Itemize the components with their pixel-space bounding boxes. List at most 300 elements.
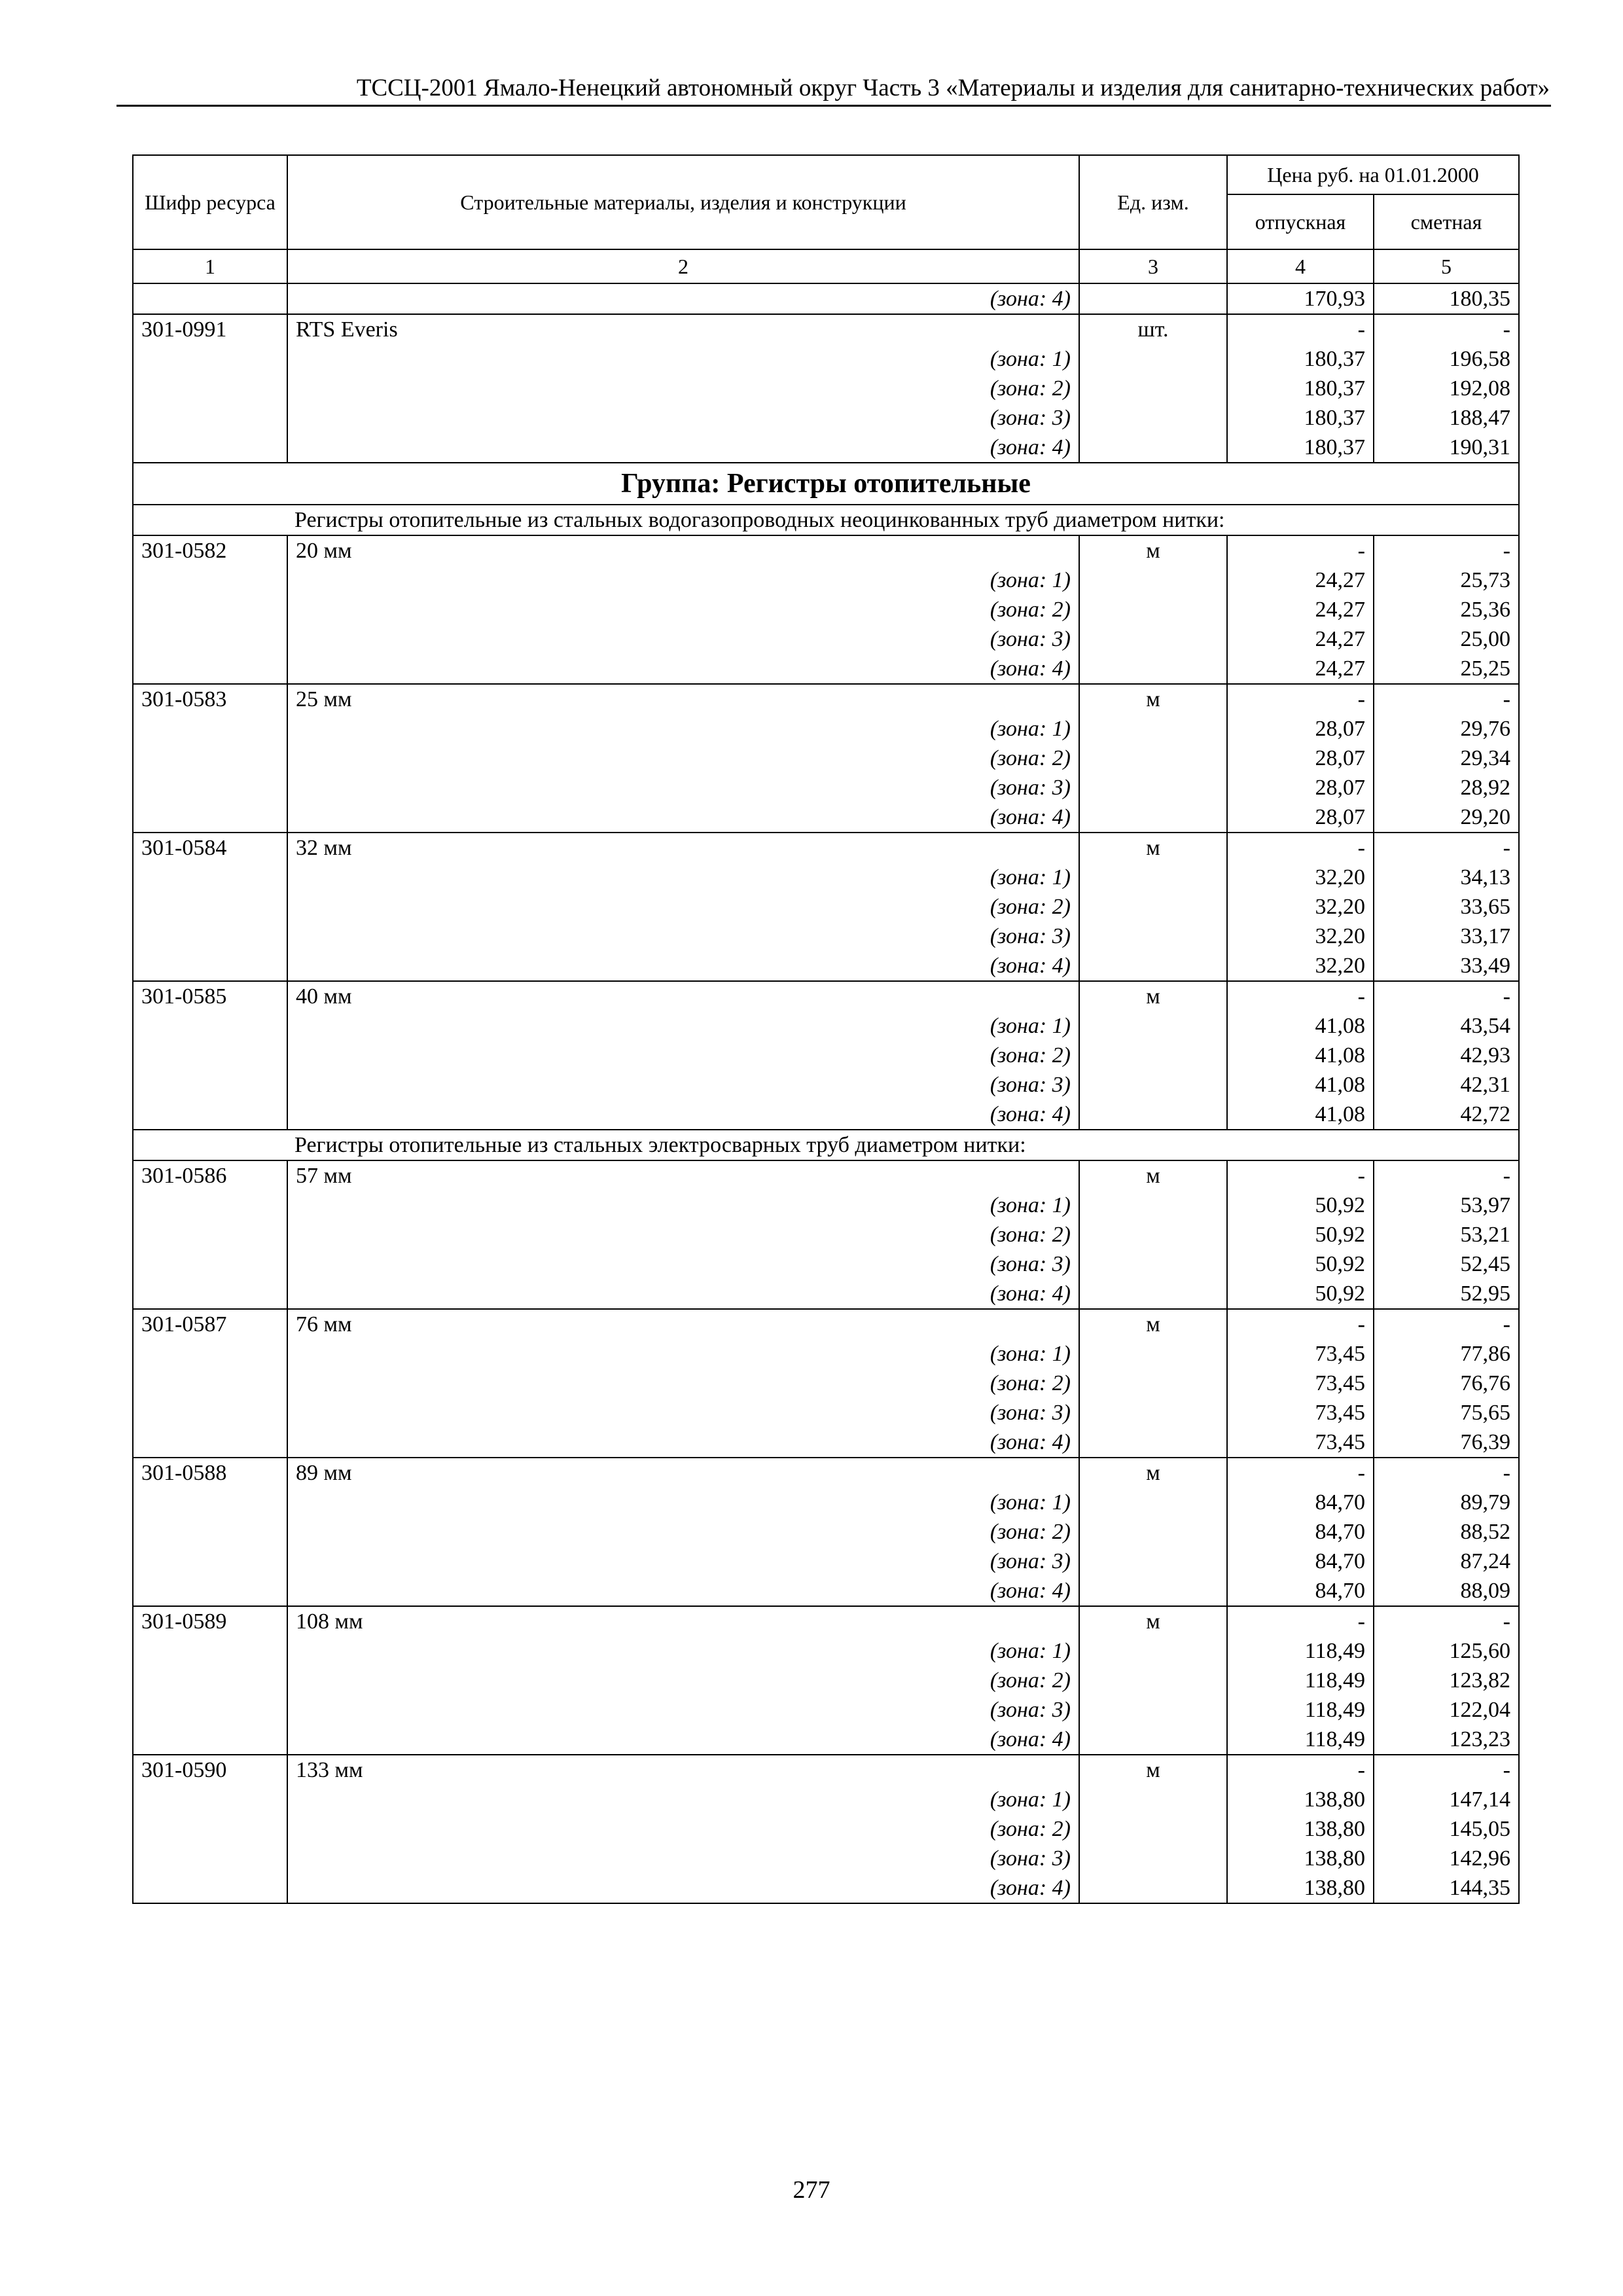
zone-label: (зона: 1) <box>287 1191 1079 1220</box>
unit-of-measure: м <box>1079 1755 1227 1785</box>
estimate-price: 190,31 <box>1374 433 1519 463</box>
release-price: 50,92 <box>1227 1220 1374 1249</box>
zone-row <box>133 1636 1519 1666</box>
estimate-price: 53,21 <box>1374 1220 1519 1249</box>
unit-of-measure: м <box>1079 1606 1227 1636</box>
unit-cell <box>1079 1488 1227 1517</box>
resource-code-cell <box>133 1814 287 1844</box>
zone-row <box>133 1191 1519 1220</box>
unit-of-measure: м <box>1079 833 1227 863</box>
unit-cell <box>1079 1279 1227 1309</box>
estimate-price: 29,76 <box>1374 714 1519 744</box>
zone-row <box>133 1576 1519 1606</box>
zone-row <box>133 433 1519 463</box>
zone-label: (зона: 2) <box>287 374 1079 403</box>
zone-row <box>133 714 1519 744</box>
estimate-price: 52,95 <box>1374 1279 1519 1309</box>
col-number: 4 <box>1227 249 1374 283</box>
estimate-price: - <box>1374 1309 1519 1339</box>
page-number: 277 <box>793 2176 830 2204</box>
unit-cell <box>1079 1220 1227 1249</box>
release-price: - <box>1227 981 1374 1011</box>
zone-label: (зона: 1) <box>287 863 1079 892</box>
resource-code-cell <box>133 1100 287 1130</box>
zone-row <box>133 744 1519 773</box>
zone-label: (зона: 3) <box>287 1249 1079 1279</box>
resource-code-cell <box>133 1488 287 1517</box>
unit-cell <box>1079 951 1227 981</box>
unit-cell <box>1079 1785 1227 1814</box>
zone-row <box>133 1547 1519 1576</box>
zone-label: (зона: 2) <box>287 1041 1079 1070</box>
estimate-price: - <box>1374 833 1519 863</box>
release-price: 138,80 <box>1227 1785 1374 1814</box>
table-row <box>133 314 1519 344</box>
release-price: 73,45 <box>1227 1427 1374 1458</box>
unit-cell <box>1079 283 1227 314</box>
zone-row <box>133 1666 1519 1695</box>
material-name: 32 мм <box>287 833 1079 863</box>
zone-row <box>133 1339 1519 1369</box>
material-name: RTS Everis <box>287 314 1079 344</box>
release-price: 32,20 <box>1227 863 1374 892</box>
resource-code-cell <box>133 1398 287 1427</box>
unit-cell <box>1079 802 1227 833</box>
release-price: 118,49 <box>1227 1636 1374 1666</box>
release-price: 180,37 <box>1227 403 1374 433</box>
zone-label: (зона: 2) <box>287 1517 1079 1547</box>
release-price: 180,37 <box>1227 344 1374 374</box>
release-price: 41,08 <box>1227 1011 1374 1041</box>
zone-row <box>133 773 1519 802</box>
zone-label: (зона: 2) <box>287 1369 1079 1398</box>
resource-code: 301-0582 <box>133 535 287 565</box>
zone-label: (зона: 4) <box>287 1100 1079 1130</box>
material-name: 20 мм <box>287 535 1079 565</box>
table-header <box>133 155 1519 283</box>
zone-label: (зона: 2) <box>287 1220 1079 1249</box>
zone-label: (зона: 4) <box>287 1427 1079 1458</box>
unit-cell <box>1079 714 1227 744</box>
zone-row <box>133 1725 1519 1755</box>
unit-of-measure: м <box>1079 535 1227 565</box>
zone-label: (зона: 4) <box>287 1725 1079 1755</box>
estimate-price: 196,58 <box>1374 344 1519 374</box>
estimate-price: 89,79 <box>1374 1488 1519 1517</box>
estimate-price: 77,86 <box>1374 1339 1519 1369</box>
resource-code-cell <box>133 951 287 981</box>
zone-label: (зона: 2) <box>287 1814 1079 1844</box>
zone-label: (зона: 3) <box>287 773 1079 802</box>
resource-code-cell <box>133 1517 287 1547</box>
unit-cell <box>1079 1666 1227 1695</box>
estimate-price: 33,17 <box>1374 922 1519 951</box>
zone-label: (зона: 3) <box>287 403 1079 433</box>
table-row <box>133 1309 1519 1339</box>
resource-code-cell <box>133 863 287 892</box>
unit-cell <box>1079 1249 1227 1279</box>
zone-label: (зона: 4) <box>287 802 1079 833</box>
estimate-price: 188,47 <box>1374 403 1519 433</box>
subgroup-heading-row <box>133 1130 1519 1160</box>
estimate-price: 144,35 <box>1374 1873 1519 1903</box>
release-price: 170,93 <box>1227 283 1374 314</box>
material-name: 25 мм <box>287 684 1079 714</box>
resource-code-cell <box>133 1339 287 1369</box>
zone-label: (зона: 4) <box>287 433 1079 463</box>
release-price: 24,27 <box>1227 654 1374 684</box>
resource-code-cell <box>133 433 287 463</box>
estimate-price: 25,00 <box>1374 624 1519 654</box>
release-price: 24,27 <box>1227 595 1374 624</box>
zone-row <box>133 1041 1519 1070</box>
resource-code-cell <box>133 344 287 374</box>
material-name: 76 мм <box>287 1309 1079 1339</box>
material-name: 57 мм <box>287 1160 1079 1191</box>
resource-code-cell <box>133 403 287 433</box>
zone-row <box>133 802 1519 833</box>
zone-label: (зона: 2) <box>287 892 1079 922</box>
estimate-price: 76,39 <box>1374 1427 1519 1458</box>
resource-code: 301-0583 <box>133 684 287 714</box>
zone-row <box>133 863 1519 892</box>
group-title: Группа: Регистры отопительные <box>133 463 1519 505</box>
zone-row <box>133 1220 1519 1249</box>
estimate-price: - <box>1374 981 1519 1011</box>
resource-code-cell <box>133 1725 287 1755</box>
estimate-price: - <box>1374 684 1519 714</box>
subgroup-heading-row <box>133 505 1519 535</box>
resource-code-cell <box>133 1695 287 1725</box>
release-price: - <box>1227 535 1374 565</box>
table-row <box>133 684 1519 714</box>
estimate-price: 88,09 <box>1374 1576 1519 1606</box>
release-price: 28,07 <box>1227 802 1374 833</box>
material-name: 133 мм <box>287 1755 1079 1785</box>
resource-code-cell <box>133 1636 287 1666</box>
release-price: 41,08 <box>1227 1070 1374 1100</box>
release-price: 28,07 <box>1227 744 1374 773</box>
resource-code-cell <box>133 1785 287 1814</box>
zone-label: (зона: 3) <box>287 1695 1079 1725</box>
release-price: 50,92 <box>1227 1249 1374 1279</box>
unit-cell <box>1079 1398 1227 1427</box>
release-price: 118,49 <box>1227 1666 1374 1695</box>
zone-label: (зона: 1) <box>287 1488 1079 1517</box>
release-price: 84,70 <box>1227 1488 1374 1517</box>
resource-code-cell <box>133 1576 287 1606</box>
col-header-name: Строительные материалы, изделия и конструкции <box>287 155 1079 249</box>
release-price: - <box>1227 1309 1374 1339</box>
estimate-price: 34,13 <box>1374 863 1519 892</box>
zone-row <box>133 1369 1519 1398</box>
zone-label: (зона: 3) <box>287 922 1079 951</box>
zone-row <box>133 595 1519 624</box>
table-row <box>133 535 1519 565</box>
release-price: 73,45 <box>1227 1339 1374 1369</box>
release-price: 50,92 <box>1227 1279 1374 1309</box>
zone-row <box>133 1398 1519 1427</box>
release-price: 73,45 <box>1227 1398 1374 1427</box>
resource-code-cell <box>133 374 287 403</box>
release-price: - <box>1227 1755 1374 1785</box>
zone-label: (зона: 1) <box>287 1636 1079 1666</box>
unit-cell <box>1079 1576 1227 1606</box>
col-header-price-group: Цена руб. на 01.01.2000 <box>1227 155 1519 194</box>
resource-code: 301-0585 <box>133 981 287 1011</box>
estimate-price: 29,34 <box>1374 744 1519 773</box>
estimate-price: 142,96 <box>1374 1844 1519 1873</box>
unit-cell <box>1079 1041 1227 1070</box>
release-price: - <box>1227 833 1374 863</box>
zone-label: (зона: 4) <box>287 1279 1079 1309</box>
resource-code-cell <box>133 744 287 773</box>
zone-row <box>133 565 1519 595</box>
material-name: 108 мм <box>287 1606 1079 1636</box>
col-number: 3 <box>1079 249 1227 283</box>
zone-label: (зона: 3) <box>287 1547 1079 1576</box>
unit-cell <box>1079 892 1227 922</box>
resource-code-cell <box>133 802 287 833</box>
resource-code-cell <box>133 1070 287 1100</box>
zone-row <box>133 624 1519 654</box>
release-price: 118,49 <box>1227 1695 1374 1725</box>
unit-cell <box>1079 565 1227 595</box>
estimate-price: 52,45 <box>1374 1249 1519 1279</box>
estimate-price: 76,76 <box>1374 1369 1519 1398</box>
unit-of-measure: м <box>1079 981 1227 1011</box>
zone-label: (зона: 3) <box>287 624 1079 654</box>
estimate-price: 88,52 <box>1374 1517 1519 1547</box>
release-price: 32,20 <box>1227 922 1374 951</box>
unit-of-measure: м <box>1079 1458 1227 1488</box>
subgroup-title: Регистры отопительные из стальных электросварных труб диаметром нитки: <box>133 1130 1519 1160</box>
resource-code-cell <box>133 654 287 684</box>
unit-cell <box>1079 1011 1227 1041</box>
estimate-price: 29,20 <box>1374 802 1519 833</box>
col-header-price-release: отпускная <box>1227 194 1374 249</box>
release-price: - <box>1227 684 1374 714</box>
estimate-price: 192,08 <box>1374 374 1519 403</box>
release-price: 138,80 <box>1227 1814 1374 1844</box>
table-row <box>133 283 1519 314</box>
release-price: 28,07 <box>1227 714 1374 744</box>
resource-code-cell <box>133 595 287 624</box>
resource-code-cell <box>133 1249 287 1279</box>
table-row <box>133 1160 1519 1191</box>
zone-row <box>133 344 1519 374</box>
header-rule <box>116 105 1551 107</box>
unit-cell <box>1079 773 1227 802</box>
unit-cell <box>1079 344 1227 374</box>
resource-code: 301-0586 <box>133 1160 287 1191</box>
zone-label: (зона: 3) <box>287 1398 1079 1427</box>
estimate-price: 87,24 <box>1374 1547 1519 1576</box>
release-price: - <box>1227 1458 1374 1488</box>
zone-label: (зона: 3) <box>287 1070 1079 1100</box>
col-header-unit: Ед. изм. <box>1079 155 1227 249</box>
zone-row <box>133 403 1519 433</box>
table-row <box>133 1458 1519 1488</box>
release-price: 84,70 <box>1227 1517 1374 1547</box>
release-price: 32,20 <box>1227 892 1374 922</box>
price-table <box>132 154 1520 1904</box>
release-price: - <box>1227 1160 1374 1191</box>
estimate-price: - <box>1374 1755 1519 1785</box>
unit-cell <box>1079 1844 1227 1873</box>
zone-row <box>133 1814 1519 1844</box>
zone-row <box>133 1427 1519 1458</box>
resource-code-cell <box>133 1279 287 1309</box>
release-price: 138,80 <box>1227 1873 1374 1903</box>
table-body <box>133 283 1519 1903</box>
zone-label: (зона: 2) <box>287 744 1079 773</box>
resource-code: 301-0589 <box>133 1606 287 1636</box>
estimate-price: 180,35 <box>1374 283 1519 314</box>
zone-label: (зона: 1) <box>287 1339 1079 1369</box>
release-price: 24,27 <box>1227 624 1374 654</box>
resource-code-cell <box>133 773 287 802</box>
estimate-price: 42,93 <box>1374 1041 1519 1070</box>
zone-row <box>133 1695 1519 1725</box>
unit-cell <box>1079 744 1227 773</box>
resource-code-cell <box>133 1844 287 1873</box>
release-price: 24,27 <box>1227 565 1374 595</box>
estimate-price: 125,60 <box>1374 1636 1519 1666</box>
resource-code-cell <box>133 624 287 654</box>
resource-code-cell <box>133 1873 287 1903</box>
resource-code-cell <box>133 283 287 314</box>
unit-cell <box>1079 1517 1227 1547</box>
zone-row <box>133 1011 1519 1041</box>
release-price: 41,08 <box>1227 1041 1374 1070</box>
col-number: 2 <box>287 249 1079 283</box>
unit-cell <box>1079 1427 1227 1458</box>
unit-cell <box>1079 433 1227 463</box>
estimate-price: 122,04 <box>1374 1695 1519 1725</box>
unit-of-measure: м <box>1079 1160 1227 1191</box>
estimate-price: 147,14 <box>1374 1785 1519 1814</box>
estimate-price: - <box>1374 1606 1519 1636</box>
col-header-price-estimate: сметная <box>1374 194 1519 249</box>
zone-row <box>133 1873 1519 1903</box>
estimate-price: 145,05 <box>1374 1814 1519 1844</box>
resource-code: 301-0588 <box>133 1458 287 1488</box>
table-row <box>133 833 1519 863</box>
zone-label: (зона: 2) <box>287 1666 1079 1695</box>
resource-code-cell <box>133 1220 287 1249</box>
estimate-price: 25,73 <box>1374 565 1519 595</box>
zone-row <box>133 1249 1519 1279</box>
zone-label: (зона: 1) <box>287 1785 1079 1814</box>
unit-cell <box>1079 595 1227 624</box>
estimate-price: 28,92 <box>1374 773 1519 802</box>
zone-label: (зона: 4) <box>287 283 1079 314</box>
unit-cell <box>1079 624 1227 654</box>
unit-cell <box>1079 374 1227 403</box>
unit-cell <box>1079 922 1227 951</box>
estimate-price: 42,72 <box>1374 1100 1519 1130</box>
unit-cell <box>1079 1873 1227 1903</box>
unit-cell <box>1079 863 1227 892</box>
estimate-price: 75,65 <box>1374 1398 1519 1427</box>
zone-label: (зона: 1) <box>287 714 1079 744</box>
unit-cell <box>1079 1070 1227 1100</box>
resource-code-cell <box>133 1191 287 1220</box>
release-price: 180,37 <box>1227 374 1374 403</box>
unit-cell <box>1079 1695 1227 1725</box>
release-price: 138,80 <box>1227 1844 1374 1873</box>
estimate-price: - <box>1374 535 1519 565</box>
col-number: 1 <box>133 249 287 283</box>
table-row <box>133 1755 1519 1785</box>
release-price: 73,45 <box>1227 1369 1374 1398</box>
release-price: - <box>1227 1606 1374 1636</box>
zone-row <box>133 951 1519 981</box>
release-price: 180,37 <box>1227 433 1374 463</box>
resource-code-cell <box>133 1427 287 1458</box>
unit-cell <box>1079 1191 1227 1220</box>
unit-cell <box>1079 1100 1227 1130</box>
group-heading-row <box>133 463 1519 505</box>
zone-row <box>133 1488 1519 1517</box>
resource-code-cell <box>133 1666 287 1695</box>
zone-row <box>133 1844 1519 1873</box>
zone-label: (зона: 4) <box>287 951 1079 981</box>
zone-label: (зона: 4) <box>287 654 1079 684</box>
release-price: 50,92 <box>1227 1191 1374 1220</box>
zone-row <box>133 374 1519 403</box>
estimate-price: 42,31 <box>1374 1070 1519 1100</box>
unit-of-measure: м <box>1079 684 1227 714</box>
zone-label: (зона: 4) <box>287 1576 1079 1606</box>
estimate-price: - <box>1374 1160 1519 1191</box>
unit-cell <box>1079 1369 1227 1398</box>
resource-code-cell <box>133 892 287 922</box>
resource-code-cell <box>133 922 287 951</box>
table-row <box>133 981 1519 1011</box>
zone-row <box>133 1785 1519 1814</box>
table-row <box>133 1606 1519 1636</box>
estimate-price: 33,49 <box>1374 951 1519 981</box>
resource-code: 301-0587 <box>133 1309 287 1339</box>
release-price: 41,08 <box>1227 1100 1374 1130</box>
running-header: ТССЦ-2001 Ямало-Ненецкий автономный округ Часть 3 «Материалы и изделия для санитарно-технических работ» <box>356 75 1550 101</box>
estimate-price: 25,25 <box>1374 654 1519 684</box>
resource-code: 301-0590 <box>133 1755 287 1785</box>
zone-row <box>133 1070 1519 1100</box>
zone-row <box>133 1100 1519 1130</box>
release-price: 84,70 <box>1227 1576 1374 1606</box>
col-number: 5 <box>1374 249 1519 283</box>
unit-of-measure: шт. <box>1079 314 1227 344</box>
release-price: 32,20 <box>1227 951 1374 981</box>
unit-cell <box>1079 654 1227 684</box>
resource-code: 301-0584 <box>133 833 287 863</box>
zone-label: (зона: 4) <box>287 1873 1079 1903</box>
release-price: 84,70 <box>1227 1547 1374 1576</box>
unit-cell <box>1079 1814 1227 1844</box>
zone-row <box>133 1517 1519 1547</box>
estimate-price: 43,54 <box>1374 1011 1519 1041</box>
estimate-price: 123,82 <box>1374 1666 1519 1695</box>
unit-cell <box>1079 1636 1227 1666</box>
zone-label: (зона: 1) <box>287 1011 1079 1041</box>
resource-code-cell <box>133 1011 287 1041</box>
zone-label: (зона: 2) <box>287 595 1079 624</box>
release-price: - <box>1227 314 1374 344</box>
unit-cell <box>1079 1339 1227 1369</box>
